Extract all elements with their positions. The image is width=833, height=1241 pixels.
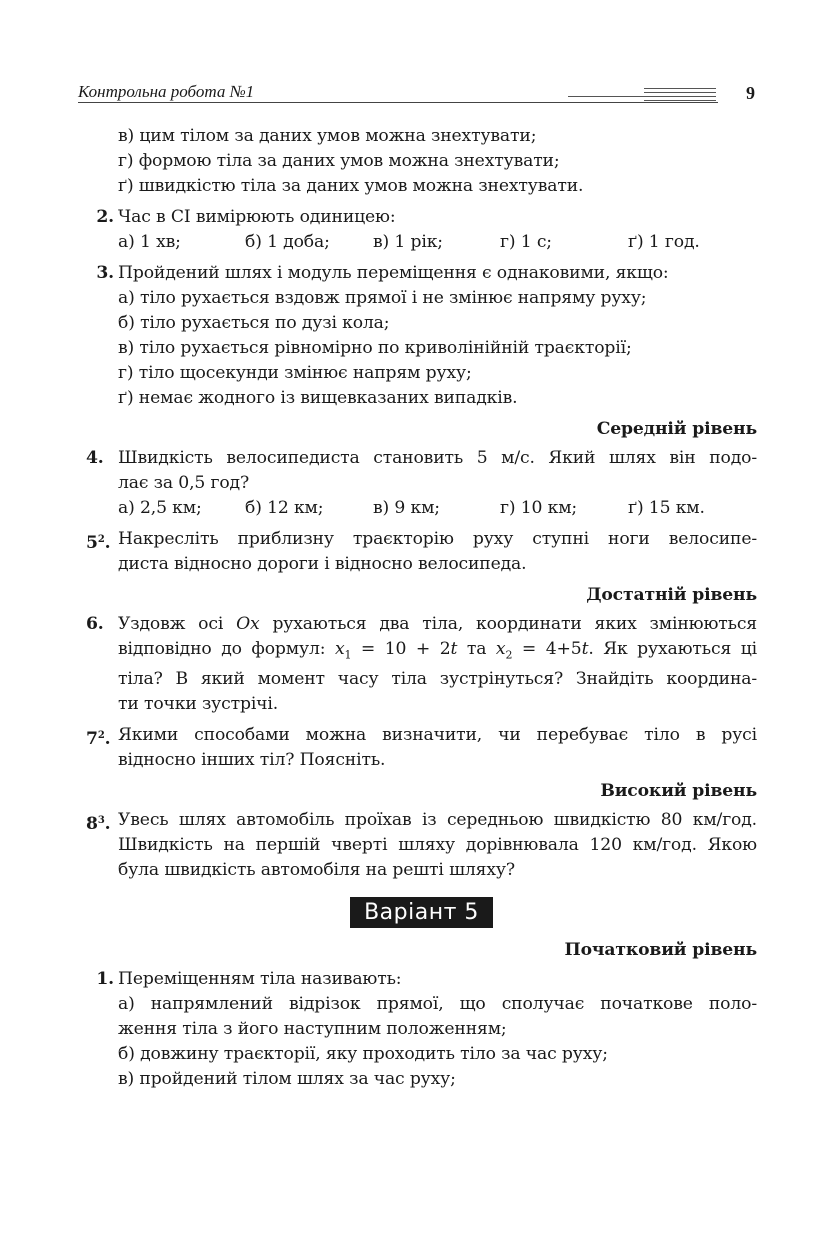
question-2 (86, 205, 757, 255)
option-line: ґ) немає жодного із вищевказаних випадків. (118, 388, 518, 408)
header-decorative-lines (568, 88, 716, 102)
question-3 (86, 261, 757, 411)
question-text: ти точки зустрічі. (118, 694, 279, 715)
question-text: тіла? В який момент часу тіла зустрінуться? Знайдіть координа- (118, 669, 757, 690)
page-number: 9 (746, 83, 755, 103)
question-number: 3. (96, 263, 114, 283)
option-line: в) цим тілом за даних умов можна знехтувати; (118, 126, 537, 146)
option-line: ґ) швидкістю тіла за даних умов можна знехтувати. (118, 176, 584, 196)
option-line: г) тіло щосекунди змінює напрям руху; (118, 363, 472, 383)
answer-row (86, 230, 757, 255)
option-line: в) пройдений тілом шлях за час руху; (118, 1069, 456, 1090)
answer-option: ґ) 15 км. (628, 498, 705, 518)
level-heading: Достатній рівень (586, 585, 757, 605)
page-content (86, 124, 757, 1092)
question-text: лає за 0,5 год? (118, 473, 250, 493)
option-line: а) напрямлений відрізок прямої, що сполучає початкове поло- (118, 994, 757, 1015)
answer-option: а) 2,5 км; (118, 498, 202, 518)
header-rule (78, 102, 718, 103)
question-number: $8^3$. (86, 814, 111, 835)
answer-option: ґ) 1 год. (628, 232, 700, 252)
option-line: г) формою тіла за даних умов можна знехтувати; (118, 151, 560, 171)
question-text: Пройдений шлях і модуль переміщення є однаковими, якщо: (118, 263, 669, 283)
option-line: ження тіла з його наступним положенням; (118, 1019, 507, 1040)
question-number: $7^2$. (86, 729, 111, 750)
option-line: б) тіло рухається по дузі кола; (118, 313, 390, 333)
answer-option: б) 1 доба; (245, 232, 330, 252)
option-line: б) довжину траєкторії, яку проходить тіло за час руху; (118, 1044, 608, 1065)
formula-line: відповідно до формул: $x_1 = 10 + 2t$ та $x_2 = 4+5t$. Як рухаються ці (118, 639, 757, 662)
running-title: Контрольна робота №1 (78, 82, 255, 101)
question-text: диста відносно дороги і відносно велосипеда. (118, 554, 527, 574)
answer-option: г) 10 км; (500, 498, 578, 518)
answer-option: в) 1 рік; (373, 232, 443, 252)
question-5 (86, 527, 757, 577)
answer-option: в) 9 км; (373, 498, 440, 518)
question-number: 2. (96, 207, 114, 227)
question-6 (86, 612, 757, 717)
question-text: Час в СІ вимірюють одиницею: (118, 207, 396, 227)
variant-heading: Варіант 5 (350, 897, 493, 928)
question-text: Накресліть приблизну траєкторію руху ступні ноги велосипе- (118, 529, 757, 549)
answer-option: г) 1 с; (500, 232, 552, 252)
question-4 (86, 446, 757, 521)
answer-option: б) 12 км; (245, 498, 324, 518)
question-text: Переміщенням тіла називають: (118, 969, 402, 990)
question-number: 4. (86, 448, 104, 468)
option-line: в) тіло рухається рівномірно по криволінійній траєкторії; (118, 338, 632, 358)
question-text: була швидкість автомобіля на решті шляху? (118, 860, 515, 881)
question-text: Швидкість на першій чверті шляху дорівнювала 120 км/год. Якою (118, 835, 757, 856)
option-line: а) тіло рухається вздовж прямої і не змінює напряму руху; (118, 288, 647, 308)
question-text: відносно інших тіл? Поясніть. (118, 750, 386, 771)
question-number: $5^2$. (86, 533, 111, 553)
question-text: Увесь шлях автомобіль проїхав із середньою швидкістю 80 км/год. (118, 810, 757, 831)
question-number: 1. (96, 969, 114, 990)
level-heading: Середній рівень (596, 419, 757, 439)
answer-row (86, 496, 757, 521)
page-header (78, 80, 758, 106)
question-text: Якими способами можна визначити, чи перебуває тіло в русі (118, 725, 757, 746)
question-text: Швидкість велосипедиста становить 5 м/с. Який шлях він подо- (118, 448, 757, 468)
question-number: 6. (86, 614, 104, 634)
level-heading: Високий рівень (600, 781, 757, 802)
variant5-question-1 (86, 967, 757, 1092)
answer-option: а) 1 хв; (118, 232, 181, 252)
question-8 (86, 808, 757, 883)
question-text: Уздовж осі Ox рухаються два тіла, координати яких змінюються (118, 614, 758, 634)
question-7 (86, 723, 757, 773)
level-heading: Початковий рівень (564, 940, 757, 961)
